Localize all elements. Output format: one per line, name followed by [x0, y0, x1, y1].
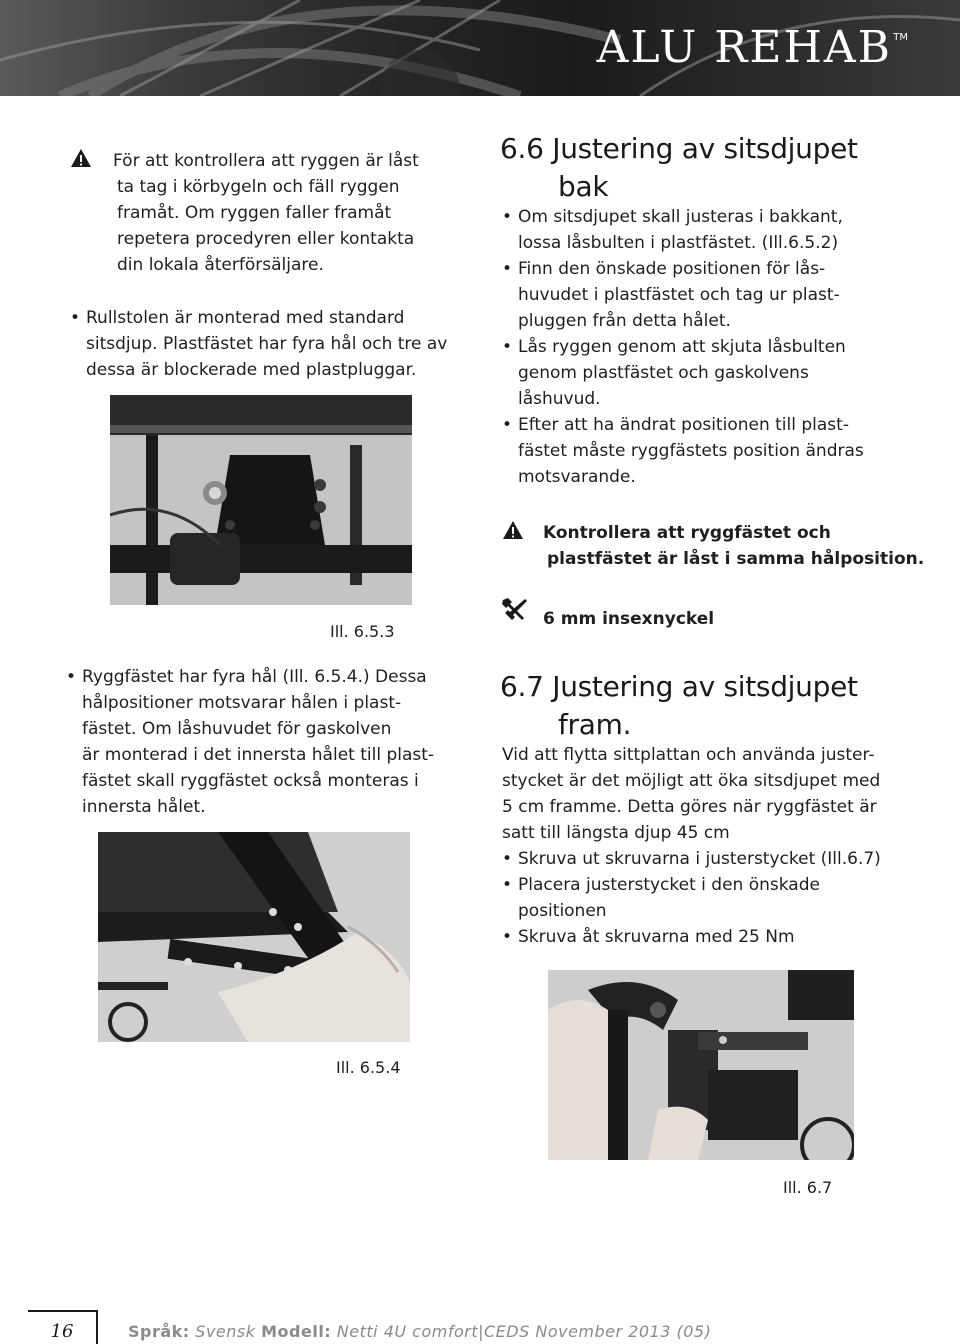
bullet-dot-icon: •	[502, 337, 513, 357]
bullet-item	[502, 924, 881, 950]
text-line: Efter att ha ändrat positionen till plast-	[518, 415, 849, 435]
header-banner	[0, 0, 960, 96]
warning-text-2	[543, 520, 924, 572]
text-line: innersta hålet.	[82, 797, 206, 817]
text-line: motsvarande.	[518, 467, 636, 487]
bullet-item	[502, 846, 881, 872]
trademark: TM	[893, 32, 908, 43]
section-title-6-7	[500, 668, 858, 744]
text-line: din lokala återförsäljare.	[117, 255, 324, 275]
bullet-list-6-6	[502, 204, 864, 490]
text-line: Vid att flytta sittplattan och använda juster-	[502, 745, 875, 765]
photo-drawing	[548, 970, 854, 1160]
text-line: stycket är det möjligt att öka sitsdjupet med	[502, 771, 881, 791]
text-line: fästet. Om låshuvudet för gaskolven	[82, 719, 392, 739]
bullet-dot-icon: •	[502, 849, 513, 869]
brand-logo: ALU REHAB	[596, 22, 892, 73]
bullet-list-6-7	[502, 846, 881, 950]
bullet-dot-icon: •	[502, 927, 513, 947]
title-line: 6.7 Justering av sitsdjupet	[500, 670, 858, 703]
text-line: är monterad i det innersta hålet till plast-	[82, 745, 435, 765]
text-line: Finn den önskade positionen för lås-	[518, 259, 826, 279]
text-line: pluggen från detta hålet.	[518, 311, 731, 331]
bullet-dot-icon: •	[502, 415, 513, 435]
text-line: 5 cm framme. Detta göres när ryggfästet är	[502, 797, 877, 817]
text-line: Ryggfästet har fyra hål (Ill. 6.5.4.) Dessa	[82, 667, 427, 687]
language-label: Språk:	[128, 1322, 190, 1341]
caption-ill-6-5-3: Ill. 6.5.3	[330, 622, 395, 641]
title-line: 6.6 Justering av sitsdjupet	[500, 132, 858, 165]
title-line: fram.	[558, 708, 632, 741]
text-line: huvudet i plastfästet och tag ur plast-	[518, 285, 840, 305]
title-line: bak	[558, 170, 609, 203]
page-number: 16	[28, 1310, 98, 1344]
photo-drawing	[110, 395, 412, 605]
warning-text-1	[113, 148, 419, 278]
text-line: Placera justerstycket i den önskade	[518, 875, 820, 895]
text-line: låshuvud.	[518, 389, 601, 409]
bullet-item	[502, 412, 864, 490]
tools-icon	[500, 597, 528, 621]
bullet-item	[502, 256, 864, 334]
text-line: framåt. Om ryggen faller framåt	[117, 203, 392, 223]
text-line: Skruva ut skruvarna i justerstycket (Ill.6.7)	[518, 849, 881, 869]
language-value: Svensk	[195, 1322, 256, 1341]
bullet-dot-icon: •	[502, 259, 513, 279]
photo-ill-6-5-3	[110, 395, 412, 605]
bullet-dot-icon: •	[70, 308, 81, 328]
text-line: hålpositioner motsvarar hålen i plast-	[82, 693, 402, 713]
footer-info	[128, 1322, 711, 1341]
tool-note: 6 mm insexnyckel	[543, 609, 715, 629]
bullet-item	[502, 872, 881, 924]
text-line: Om sitsdjupet skall justeras i bakkant,	[518, 207, 843, 227]
model-value: Netti 4U comfort|CEDS November 2013 (05)	[336, 1322, 712, 1341]
photo-ill-6-5-4	[98, 832, 410, 1042]
bullet-dot-icon: •	[502, 207, 513, 227]
text-line: repetera procedyren eller kontakta	[117, 229, 415, 249]
bullet-item	[502, 204, 864, 256]
bullet-item	[70, 305, 447, 383]
text-line: positionen	[518, 901, 607, 921]
text-line: dessa är blockerade med plastpluggar.	[86, 360, 417, 380]
text-line: fästet skall ryggfästet också monteras i	[82, 771, 419, 791]
text-line: För att kontrollera att ryggen är låst	[113, 151, 419, 171]
text-line: ta tag i körbygeln och fäll ryggen	[117, 177, 400, 197]
text-line: lossa låsbulten i plastfästet. (Ill.6.5.2)	[518, 233, 839, 253]
photo-ill-6-7	[548, 970, 854, 1160]
bullet-item	[66, 664, 434, 820]
bullet-item	[502, 334, 864, 412]
text-line: satt till längsta djup 45 cm	[502, 823, 730, 843]
paragraph-6-7	[502, 742, 880, 846]
photo-drawing	[98, 832, 410, 1042]
warning-triangle-icon	[502, 520, 524, 540]
text-line: sitsdjup. Plastfästet har fyra hål och tre av	[86, 334, 448, 354]
model-label: Modell:	[261, 1322, 332, 1341]
section-title-6-6	[500, 130, 858, 206]
text-line: Skruva åt skruvarna med 25 Nm	[518, 927, 795, 947]
warning-triangle-icon	[70, 148, 92, 168]
text-line: plastfästet är låst i samma hålposition.	[547, 549, 925, 569]
text-line: Lås ryggen genom att skjuta låsbulten	[518, 337, 846, 357]
caption-ill-6-5-4: Ill. 6.5.4	[336, 1058, 401, 1077]
text-line: Kontrollera att ryggfästet och	[543, 523, 831, 543]
bullet-dot-icon: •	[502, 875, 513, 895]
text-line: Rullstolen är monterad med standard	[86, 308, 405, 328]
text-line: genom plastfästet och gaskolvens	[518, 363, 809, 383]
caption-ill-6-7: Ill. 6.7	[783, 1178, 833, 1197]
text-line: fästet måste ryggfästets position ändras	[518, 441, 864, 461]
bullet-dot-icon: •	[66, 667, 77, 687]
